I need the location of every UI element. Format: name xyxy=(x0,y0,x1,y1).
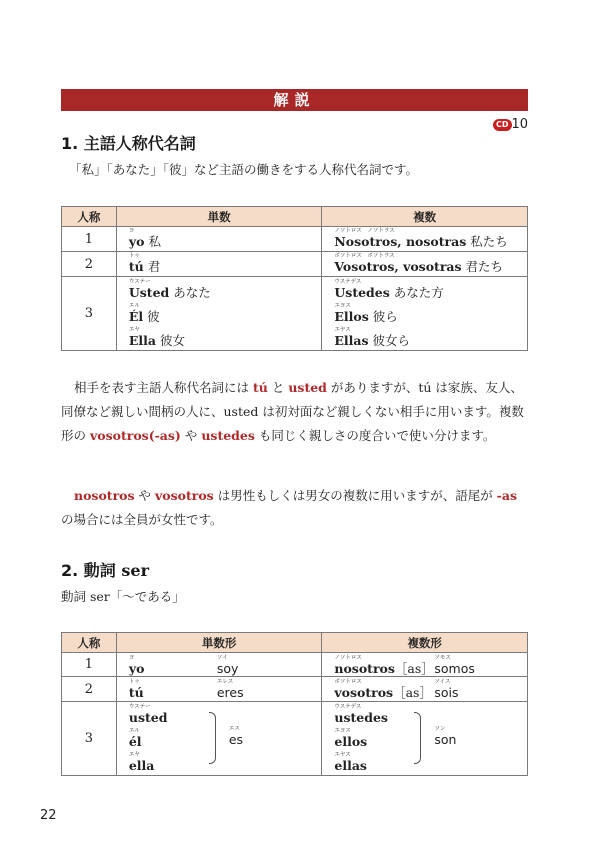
verb-form: soy xyxy=(216,660,239,676)
text: や xyxy=(180,428,202,443)
col-header-plural: 複数 xyxy=(322,207,528,227)
singular-cell xyxy=(116,677,322,702)
text: と xyxy=(267,380,289,395)
pronoun: ella xyxy=(128,757,155,773)
verb-form: es xyxy=(228,731,244,747)
plural-cell xyxy=(322,702,528,776)
ruby: エス xyxy=(228,725,240,732)
section2-intro: 動詞 ser「～である」 xyxy=(61,589,185,604)
pronoun: yo xyxy=(128,660,145,676)
ruby: ボソトロス xyxy=(334,679,362,685)
ser-conjugation-table xyxy=(61,632,528,776)
plural-cell xyxy=(322,252,528,277)
col-header-person: 人称 xyxy=(62,207,117,227)
pronoun: ellas xyxy=(334,757,367,773)
ruby: エヤス xyxy=(334,326,351,333)
col-header-person: 人称 xyxy=(62,633,117,653)
ruby: ソン xyxy=(434,725,446,732)
person-number: 3 xyxy=(62,277,117,351)
section1-heading: 1. 主語人称代名詞 xyxy=(61,134,196,153)
ruby: ウステー xyxy=(128,278,151,285)
singular-cell xyxy=(116,227,322,252)
ruby: エル xyxy=(128,727,140,734)
pronoun: Ustedes xyxy=(334,284,390,300)
cd-icon: CD xyxy=(493,119,512,131)
pronoun-table xyxy=(61,206,528,351)
section-banner: 解説 xyxy=(61,89,528,111)
table-row xyxy=(62,677,528,702)
col-header-singular: 単数 xyxy=(116,207,322,227)
meaning: 彼ら xyxy=(372,308,398,324)
meaning: 私 xyxy=(148,234,161,249)
ruby: エヨス xyxy=(334,727,351,734)
pronoun: Él xyxy=(128,308,144,324)
text: 相手を表す主語人称代名詞には xyxy=(74,380,253,395)
pronoun: Ellas xyxy=(334,332,369,348)
verb-form: somos xyxy=(434,660,475,676)
meaning: あなた xyxy=(173,284,211,300)
meaning: 彼女 xyxy=(159,332,185,348)
ruby: ウステー xyxy=(128,703,151,710)
ruby: エレス xyxy=(216,679,234,685)
pronoun: vosotros xyxy=(334,685,394,700)
singular-cell xyxy=(116,702,322,776)
meaning: あなた方 xyxy=(393,284,444,300)
ruby: エヤス xyxy=(334,751,351,758)
table-row xyxy=(62,653,528,677)
pronoun: él xyxy=(128,733,142,749)
singular-cell xyxy=(116,653,322,677)
col-header-singular: 単数形 xyxy=(116,633,322,653)
plural-cell xyxy=(322,277,528,351)
ruby: エヨス xyxy=(334,302,351,309)
ruby: ソモス xyxy=(434,654,451,661)
section1-intro: 「私」「あなた」「彼」など主語の働きをする人称代名詞です。 xyxy=(69,162,419,177)
plural-cell xyxy=(322,653,528,677)
person-number: 3 xyxy=(62,702,117,776)
highlight-term: -as xyxy=(496,488,517,503)
page-number: 22 xyxy=(40,808,57,823)
cd-track-number: 10 xyxy=(511,117,529,132)
person-number: 1 xyxy=(62,227,117,252)
text: は男性もしくは男女の複数に用いますが、語尾が xyxy=(213,488,497,503)
person-number: 2 xyxy=(62,677,117,702)
pronoun: Vosotros, vosotras xyxy=(334,259,462,274)
ruby: ヨ xyxy=(128,228,135,234)
pronoun: tú xyxy=(128,685,144,700)
meaning: 君たち xyxy=(465,259,504,274)
verb-form: son xyxy=(434,731,457,747)
pronoun: yo xyxy=(128,234,145,249)
text: がありますが、tú は家族、友人、同僚など親しい間柄の人に、usted は初対面など親しくない相手に用います。複数形の xyxy=(61,380,524,443)
table-header-row xyxy=(62,207,528,227)
person-number: 2 xyxy=(62,252,117,277)
brace xyxy=(209,712,216,764)
table-header-row xyxy=(62,633,528,653)
cd-track-marker xyxy=(493,117,528,133)
highlight-term: usted xyxy=(288,380,327,395)
ruby: ウステデス xyxy=(334,278,362,285)
verb-form: eres xyxy=(216,685,244,700)
meaning: 彼女ら xyxy=(372,332,411,348)
table-row xyxy=(62,252,528,277)
meaning: 私たち xyxy=(470,234,508,249)
singular-cell xyxy=(116,277,322,351)
ruby: ヨ xyxy=(128,654,135,661)
plural-cell xyxy=(322,227,528,252)
brace xyxy=(414,712,421,764)
table-row xyxy=(62,277,528,351)
singular-cell xyxy=(116,252,322,277)
pronoun: Ellos xyxy=(334,308,369,324)
heading-word: ser xyxy=(121,561,149,580)
highlight-term: nosotros xyxy=(74,488,135,503)
heading-label: 2. 動詞 xyxy=(61,561,116,580)
text: の場合には全員が女性です。 xyxy=(61,512,223,527)
plural-cell xyxy=(322,677,528,702)
ruby: ノソトロス xyxy=(334,654,362,661)
ruby: エル xyxy=(128,302,140,309)
ruby: トゥ xyxy=(128,253,140,259)
pronoun: usted xyxy=(128,709,168,725)
meaning: 彼 xyxy=(147,308,160,324)
pronoun: nosotros xyxy=(334,660,395,676)
table-row xyxy=(62,227,528,252)
ruby: ウステデス xyxy=(334,703,362,710)
col-header-plural: 複数形 xyxy=(322,633,528,653)
verb-form: sois xyxy=(434,685,459,700)
pronoun: tú xyxy=(128,259,144,274)
text: や xyxy=(134,488,155,503)
pronoun: Usted xyxy=(128,284,170,300)
ruby: トゥ xyxy=(128,679,140,685)
pronoun: ellos xyxy=(334,733,368,749)
person-number: 1 xyxy=(62,653,117,677)
section2-heading xyxy=(61,561,149,581)
meaning: 君 xyxy=(147,259,161,274)
ruby: ボソトロス ボソトラス xyxy=(334,253,395,259)
bracket-suffix: ［as］ xyxy=(394,660,434,676)
pronoun: ustedes xyxy=(334,709,388,725)
pronoun: Ella xyxy=(128,332,156,348)
text: も同じく親しさの度合いで使い分けます。 xyxy=(254,428,496,443)
highlight-term: vosotros xyxy=(155,488,214,503)
ruby: エヤ xyxy=(128,751,140,758)
highlight-term: tú xyxy=(252,380,268,395)
pronoun: Nosotros, nosotras xyxy=(334,234,467,249)
ruby: ソイス xyxy=(434,679,451,685)
highlight-term: vosotros(-as) xyxy=(89,428,181,443)
ruby: ソイ xyxy=(216,654,228,661)
explanation-paragraph xyxy=(61,484,529,532)
ruby: ノソトロス ノソトラス xyxy=(334,228,395,234)
bracket-suffix: ［as］ xyxy=(393,685,432,700)
table-row xyxy=(62,702,528,776)
ruby: エヤ xyxy=(128,326,140,333)
highlight-term: ustedes xyxy=(201,428,255,443)
explanation-paragraph xyxy=(61,376,529,448)
